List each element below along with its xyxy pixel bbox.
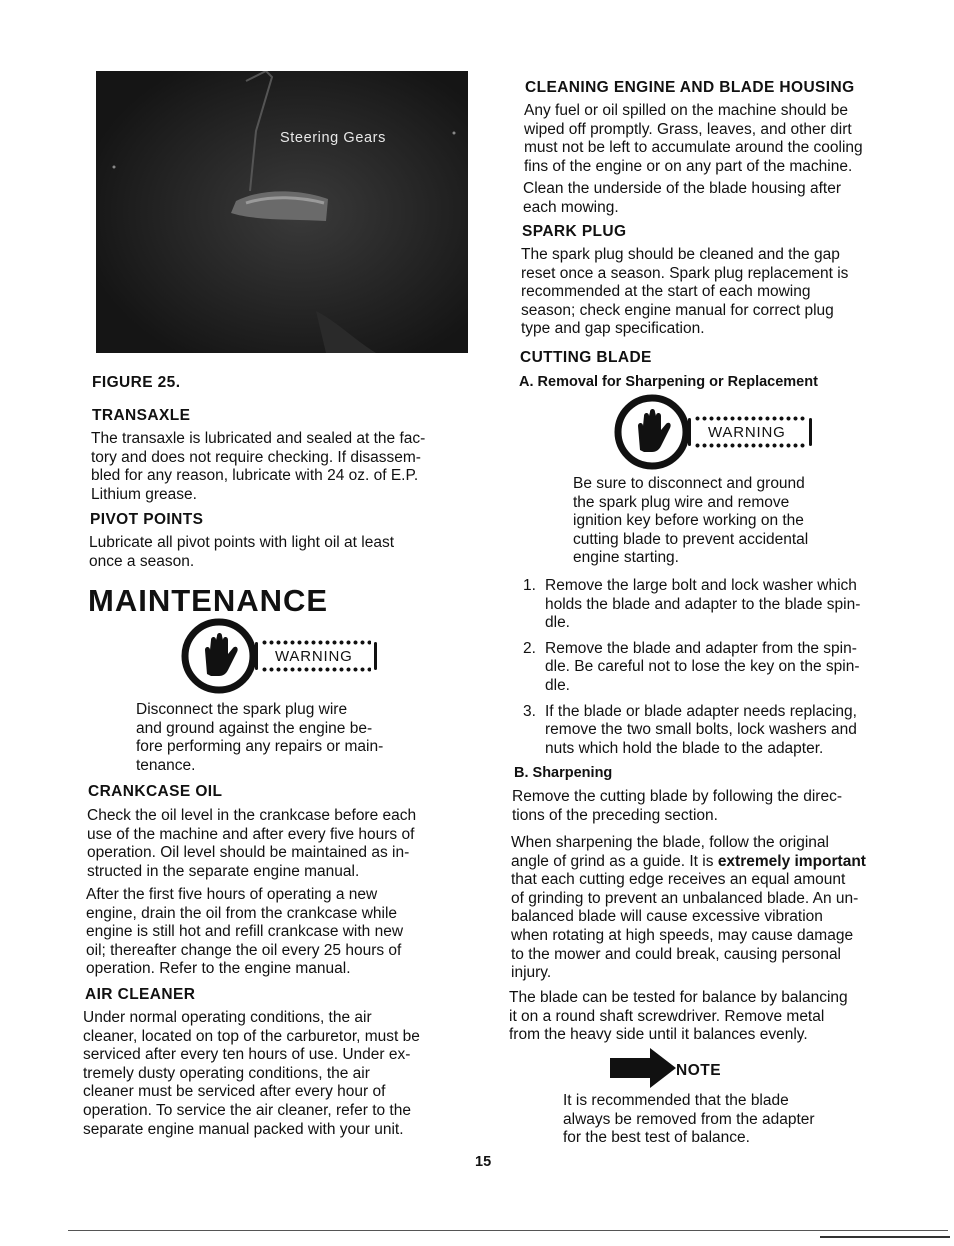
warning-label-box <box>255 636 377 676</box>
spark-plug-heading: SPARK PLUG <box>522 223 627 240</box>
balance-text: The blade can be tested for balance by balancing it on a round shaft screwdriver. Remove metal from the heavy side until it balances evenly. <box>509 989 848 1044</box>
crankcase-oil-text-2: After the first five hours of operating a new engine, drain the oil from the crankcase while engine is still hot and refill crankcase with new oil; thereafter change the oil every 25 hours of operation. Refer to the engine manual. <box>86 886 404 978</box>
stop-hand-icon <box>181 618 257 694</box>
sharpening-subheading: B. Sharpening <box>514 765 613 781</box>
spark-plug-text: The spark plug should be cleaned and the gap reset once a season. Spark plug replacement is recommended at the start of each mowing season; check engine manual for correct plug type and gap specification. <box>521 246 849 338</box>
maintenance-warning-text: Disconnect the spark plug wire and ground against the engine be- fore performing any repairs or main- tenance. <box>136 701 384 774</box>
steering-gears-illustration <box>96 71 468 353</box>
cleaning-text-1: Any fuel or oil spilled on the machine should be wiped off promptly. Grass, leaves, and other dirt must not be left to accumulate around the cooling fins of the engine or on any part of the machine. <box>524 102 863 175</box>
bottom-rule <box>68 1230 948 1231</box>
sharpening-text-1: Remove the cutting blade by following the direc- tions of the preceding section. <box>512 788 842 824</box>
maintenance-title: MAINTENANCE <box>88 583 329 618</box>
cleaning-heading: CLEANING ENGINE AND BLADE HOUSING <box>525 79 855 96</box>
emphasis-text: extremely important <box>717 852 866 870</box>
sharpening-text-2: When sharpening the blade, follow the original angle of grind as a guide. It is extremely important that each cutting edge receives an equal amount of grinding to prevent an unbalanced blade. An un- balanced blade will cause excessive vibration when rotating at high speeds, may cause damage to the mower and could break, causing personal injury. <box>511 834 866 982</box>
note-label: NOTE <box>676 1062 722 1079</box>
note-badge <box>610 1048 721 1088</box>
transaxle-heading: TRANSAXLE <box>92 407 191 424</box>
blade-warning-text: Be sure to disconnect and ground the spark plug wire and remove ignition key before working on the cutting blade to prevent accidental engine starting. <box>573 475 809 567</box>
blade-warning-label: WARNING <box>708 423 786 441</box>
list-item: 3. If the blade or blade adapter needs replacing, remove the two small bolts, lock washers and nuts which hold the blade to the adapter. <box>523 702 857 757</box>
figure-caption: FIGURE 25. <box>92 374 181 391</box>
warning-label: WARNING <box>275 647 353 665</box>
list-item: 2. Remove the blade and adapter from the spin- dle. Be careful not to lose the key on the spin- dle. <box>523 639 860 694</box>
note-text: It is recommended that the blade always be removed from the adapter for the best test of balance. <box>563 1092 815 1147</box>
cleaning-text-2: Clean the underside of the blade housing after each mowing. <box>523 180 841 216</box>
blade-warning-badge <box>614 394 812 470</box>
arrow-right-icon <box>610 1048 678 1088</box>
figure-25-photo <box>96 71 468 353</box>
crankcase-oil-text-1: Check the oil level in the crankcase before each use of the machine and after every five hours of operation. Oil level should be maintained as in- structed in the separate engine manual. <box>87 807 417 880</box>
removal-subheading: A. Removal for Sharpening or Replacement <box>519 374 818 390</box>
pivot-points-text: Lubricate all pivot points with light oil at least once a season. <box>89 534 394 570</box>
air-cleaner-text: Under normal operating conditions, the air cleaner, located on top of the carburetor, must be serviced after every ten hours of use. Under ex- tremely dusty operating conditions, the air cleaner must be serviced after every hour of operation. To service the air cleaner, refer to the separate engine manual packed with your unit. <box>83 1009 420 1138</box>
photo-label: Steering Gears <box>280 130 386 146</box>
removal-steps <box>523 577 901 765</box>
bottom-rule-right <box>820 1236 950 1238</box>
air-cleaner-heading: AIR CLEANER <box>85 986 196 1003</box>
pivot-points-heading: PIVOT POINTS <box>90 511 204 528</box>
page-number: 15 <box>475 1154 492 1170</box>
blade-warning-label-box <box>688 412 812 452</box>
warning-badge <box>181 618 377 694</box>
transaxle-text: The transaxle is lubricated and sealed at the fac- tory and does not require checking. If disassem- bled for any reason, lubricate with 24 oz. of E.P. Lithium grease. <box>91 430 426 503</box>
list-item: 1. Remove the large bolt and lock washer which holds the blade and adapter to the blade spin- dle. <box>523 577 861 632</box>
stop-hand-icon <box>614 394 690 470</box>
crankcase-oil-heading: CRANKCASE OIL <box>88 783 223 800</box>
cutting-blade-heading: CUTTING BLADE <box>520 349 652 366</box>
